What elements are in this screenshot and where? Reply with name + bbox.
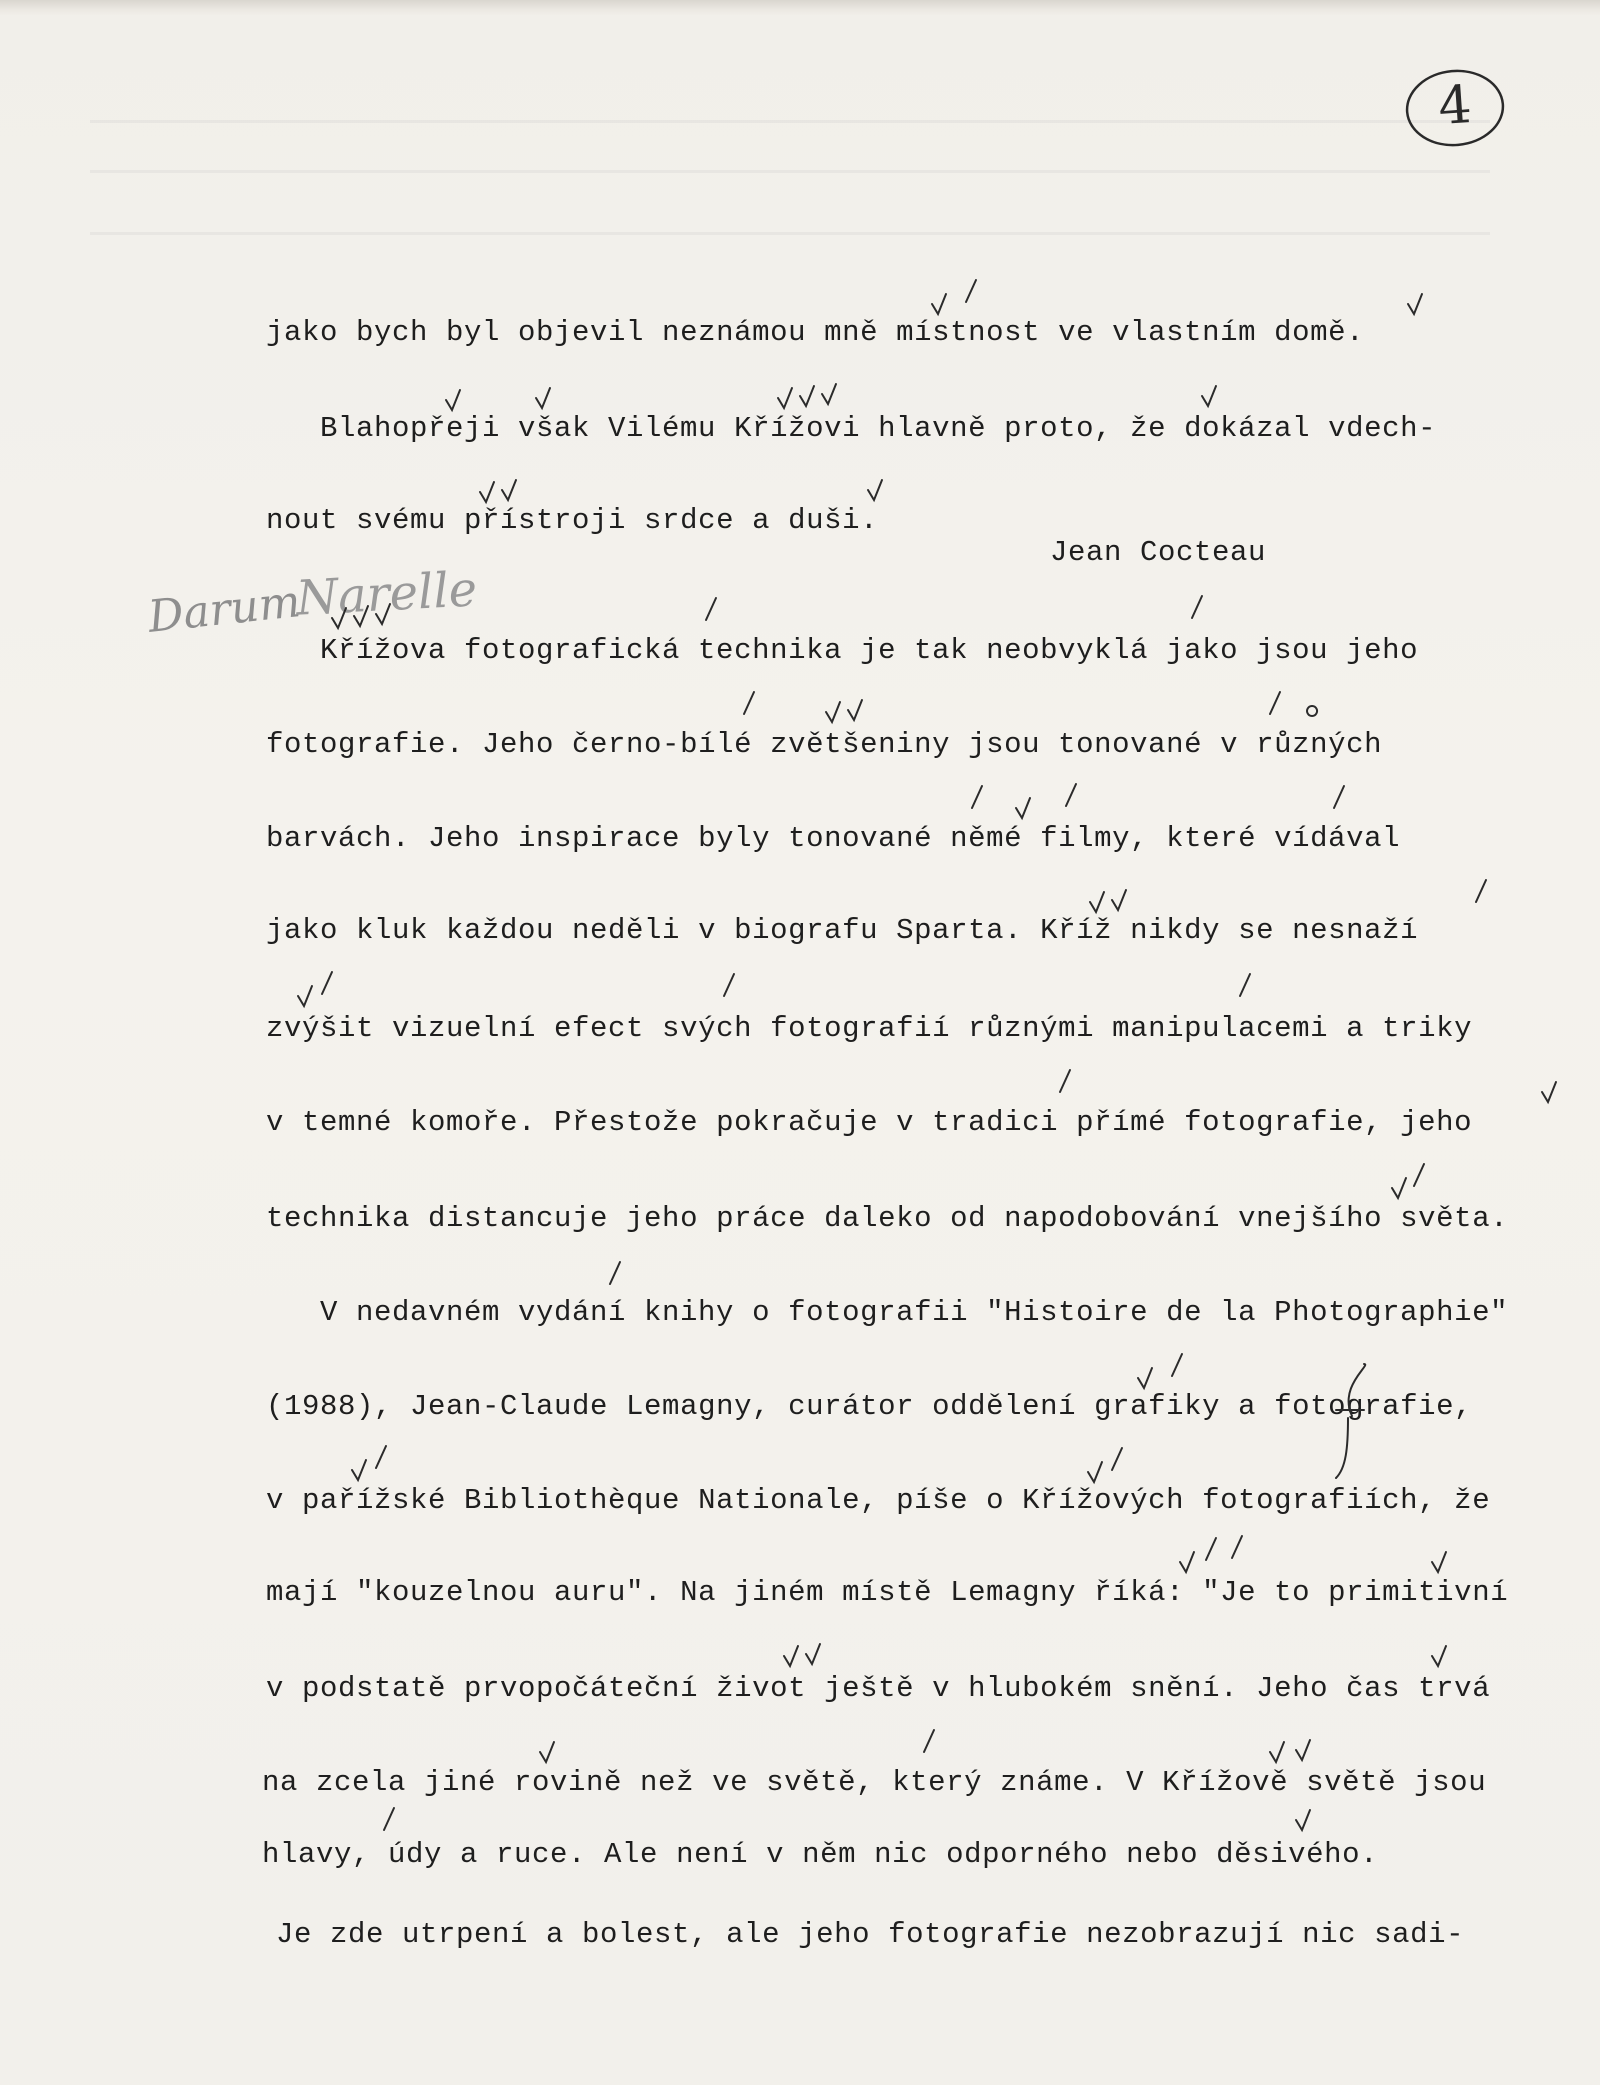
text-line: na zcela jiné rovině než ve světě, který známe. V Křížově světě jsou (262, 1766, 1487, 1799)
bleed-through (90, 232, 1490, 235)
text-line: jako kluk každou neděli v biografu Sparta. Kříž nikdy se nesnaží (266, 914, 1419, 947)
text-line: v temné komoře. Přestože pokračuje v tradici přímé fotografie, jeho (266, 1106, 1473, 1139)
text-line: fotografie. Jeho černo-bílé zvětšeniny jsou tonované v různých (266, 728, 1383, 761)
page-number: 4 (1436, 74, 1474, 138)
text-line: jako bych byl objevil neznámou mně místnost ve vlastním domě. (266, 316, 1365, 349)
text-line: barvách. Jeho inspirace byly tonované němé filmy, které vídával (266, 822, 1401, 855)
text-line: (1988), Jean-Claude Lemagny, curátor oddělení grafiky a fotografie, (266, 1390, 1473, 1423)
signature-line: Jean Cocteau (1050, 536, 1267, 569)
scan-top-edge (0, 0, 1600, 16)
text-line: v podstatě prvopočáteční život ještě v hlubokém snění. Jeho čas trvá (266, 1672, 1491, 1705)
text-line: V nedavném vydání knihy o fotografii "Histoire de la Photographie" (320, 1296, 1509, 1329)
text-line: mají "kouzelnou auru". Na jiném místě Lemagny říká: "Je to primitivní (266, 1576, 1509, 1609)
bleed-through (90, 170, 1490, 173)
margin-note: Narelle (294, 561, 479, 627)
text-line: v pařížské Bibliothèque Nationale, píše o Křížových fotografiích, že (266, 1484, 1491, 1517)
text-line: zvýšit vizuelní efect svých fotografií různými manipulacemi a triky (266, 1012, 1473, 1045)
text-line: technika distancuje jeho práce daleko od napodobování vnejšího světa. (266, 1202, 1509, 1235)
text-line: nout svému přístroji srdce a duši. (266, 504, 879, 537)
text-line: hlavy, údy a ruce. Ale není v něm nic odporného nebo děsivého. (262, 1838, 1379, 1871)
page-number-circled (1402, 66, 1508, 150)
text-line: Blahopřeji však Vilému Křížovi hlavně proto, že dokázal vdech- (320, 412, 1437, 445)
text-line: Křížova fotografická technika je tak neobvyklá jako jsou jeho (320, 634, 1419, 667)
text-line: Je zde utrpení a bolest, ale jeho fotografie nezobrazují nic sadi- (276, 1918, 1465, 1951)
margin-note: Darum (145, 576, 303, 643)
bleed-through (90, 120, 1490, 123)
